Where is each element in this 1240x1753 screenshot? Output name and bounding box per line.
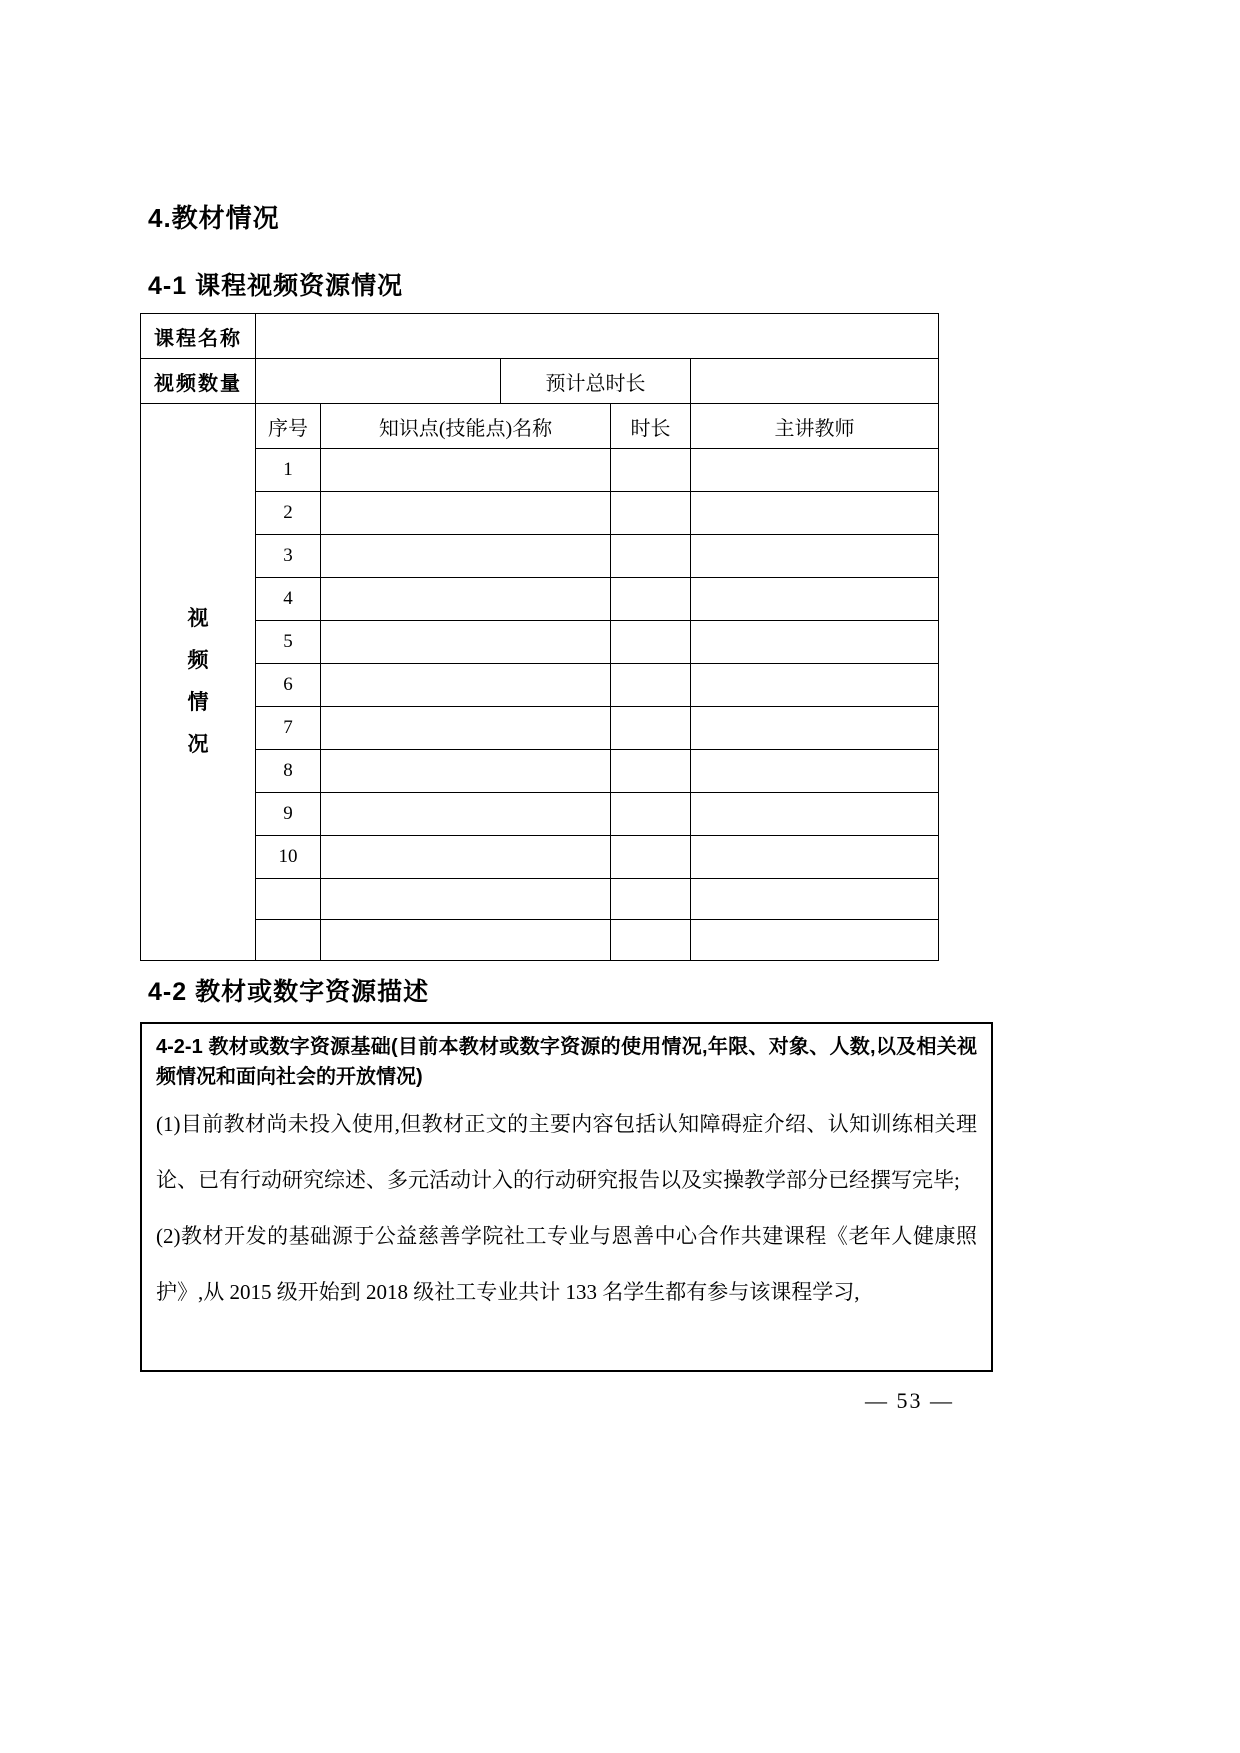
estimated-duration-value-cell [691, 359, 939, 404]
knowledge-cell [321, 492, 611, 535]
col-header-knowledge: 知识点(技能点)名称 [321, 404, 611, 449]
description-paragraph-1: (1)目前教材尚未投入使用,但教材正文的主要内容包括认知障碍症介绍、认知训练相关理论、已有行动研究综述、多元活动计入的行动研究报告以及实操教学部分已经撰写完毕; [156, 1112, 977, 1192]
section-heading-4-1: 4-1 课程视频资源情况 [148, 272, 404, 300]
duration-cell [611, 836, 691, 879]
knowledge-cell [321, 449, 611, 492]
knowledge-cell [321, 793, 611, 836]
teacher-cell [691, 879, 939, 920]
table-row [141, 492, 939, 535]
duration-cell [611, 707, 691, 750]
teacher-cell [691, 578, 939, 621]
row-number: 1 [256, 449, 321, 492]
teacher-cell [691, 492, 939, 535]
table-row [141, 793, 939, 836]
table-row [141, 707, 939, 750]
knowledge-cell [321, 879, 611, 920]
table-row [141, 836, 939, 879]
table-row [141, 314, 939, 359]
table-row [141, 879, 939, 920]
duration-cell [611, 535, 691, 578]
table-row [141, 359, 939, 404]
duration-cell [611, 664, 691, 707]
teacher-cell [691, 664, 939, 707]
video-info-label-cell [141, 404, 256, 961]
knowledge-cell [321, 664, 611, 707]
row-number: 5 [256, 621, 321, 664]
video-count-value-cell [256, 359, 501, 404]
teacher-cell [691, 793, 939, 836]
knowledge-cell [321, 750, 611, 793]
duration-cell [611, 920, 691, 961]
row-number [256, 879, 321, 920]
col-header-duration: 时长 [611, 404, 691, 449]
teacher-cell [691, 836, 939, 879]
teacher-cell [691, 621, 939, 664]
teacher-cell [691, 707, 939, 750]
section-heading-4-2: 4-2 教材或数字资源描述 [148, 978, 430, 1006]
row-number: 4 [256, 578, 321, 621]
duration-cell [611, 750, 691, 793]
course-name-value-cell [256, 314, 939, 359]
description-paragraph-2: (2)教材开发的基础源于公益慈善学院社工专业与恩善中心合作共建课程《老年人健康照护》,从 2015 级开始到 2018 级社工专业共计 133 名学生都有参与该课程学习, [156, 1224, 977, 1304]
col-header-teacher: 主讲教师 [691, 404, 939, 449]
duration-cell [611, 578, 691, 621]
teacher-cell [691, 920, 939, 961]
duration-cell [611, 793, 691, 836]
table-row [141, 449, 939, 492]
table-row [141, 578, 939, 621]
video-resource-table [140, 313, 939, 961]
knowledge-cell [321, 920, 611, 961]
estimated-duration-label: 预计总时长 [501, 359, 691, 404]
description-box-title: 4-2-1 教材或数字资源基础(目前本教材或数字资源的使用情况,年限、对象、人数,以及相关视频情况和面向社会的开放情况) [156, 1036, 977, 1088]
row-number: 7 [256, 707, 321, 750]
row-number: 3 [256, 535, 321, 578]
table-row [141, 920, 939, 961]
knowledge-cell [321, 707, 611, 750]
description-box [140, 1022, 993, 1372]
col-header-seq: 序号 [256, 404, 321, 449]
table-row [141, 664, 939, 707]
duration-cell [611, 879, 691, 920]
duration-cell [611, 449, 691, 492]
table-header-row [141, 404, 939, 449]
page-number: — 53 — [865, 1388, 954, 1413]
row-number: 2 [256, 492, 321, 535]
section-heading-4: 4.教材情况 [148, 203, 280, 233]
video-count-label: 视频数量 [141, 359, 256, 404]
duration-cell [611, 621, 691, 664]
course-name-label: 课程名称 [141, 314, 256, 359]
knowledge-cell [321, 535, 611, 578]
knowledge-cell [321, 621, 611, 664]
table-row [141, 621, 939, 664]
knowledge-cell [321, 836, 611, 879]
teacher-cell [691, 750, 939, 793]
teacher-cell [691, 535, 939, 578]
row-number: 10 [256, 836, 321, 879]
row-number: 8 [256, 750, 321, 793]
knowledge-cell [321, 578, 611, 621]
duration-cell [611, 492, 691, 535]
row-number: 6 [256, 664, 321, 707]
table-row [141, 535, 939, 578]
row-number [256, 920, 321, 961]
teacher-cell [691, 449, 939, 492]
video-info-label: 视频情况 [187, 607, 209, 756]
table-row [141, 750, 939, 793]
row-number: 9 [256, 793, 321, 836]
